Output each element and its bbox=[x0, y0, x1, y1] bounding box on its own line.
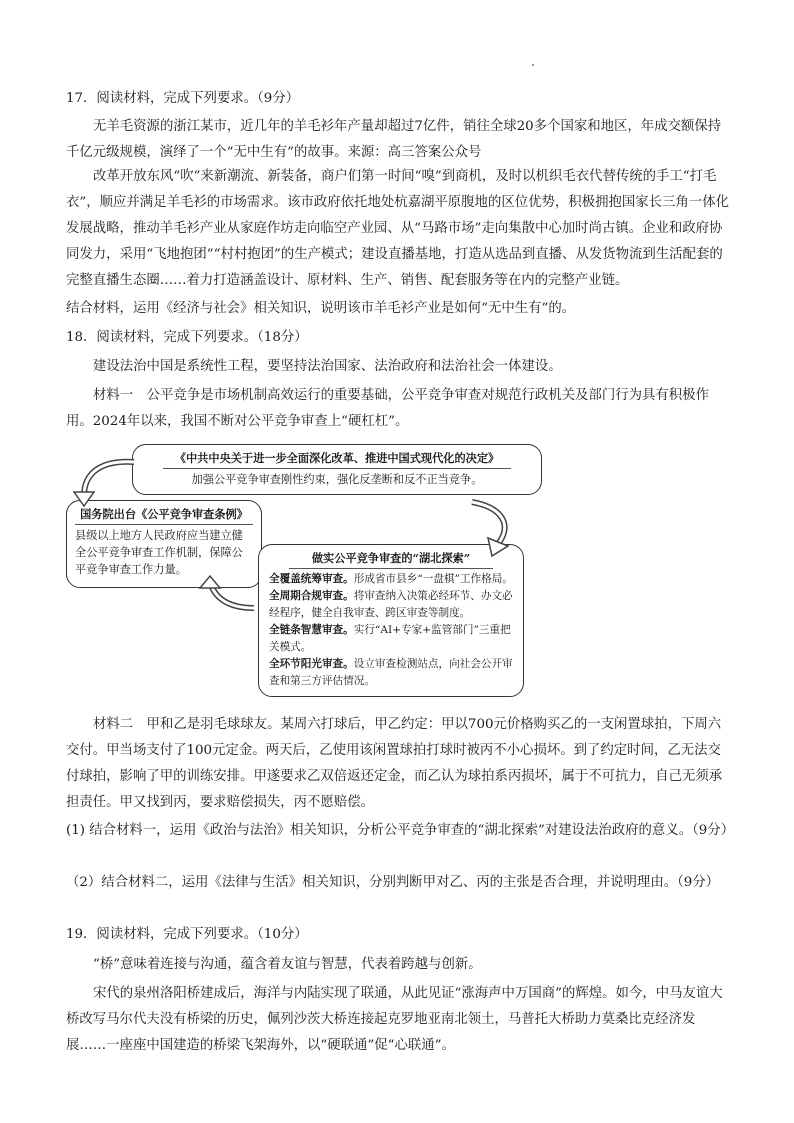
q18-material-2: 材料二 甲和乙是羽毛球球友。某周六打球后，甲乙约定：甲以700元价格购买乙的一支闲置球拍，下周六交付。甲当场支付了100元定金。两天后，乙使用该闲置球拍打球时被丙不小心损坏。到了约定时间，乙无法交付球拍，影响了甲的训练安排。甲遂要求乙双倍返还定金，而乙认为球拍系丙损坏，属于不可抗力，自己无须承担责任。甲又找到丙，要求赔偿损失，丙不愿赔偿。 bbox=[66, 717, 723, 810]
q17-paragraph-1: 无羊毛资源的浙江某市，近几年的羊毛衫年产量却超过7亿件，销往全球20多个国家和地区，年成交额保持千亿元级规模，演绎了一个“无中生有”的故事。来源：高三答案公众号 bbox=[66, 119, 722, 160]
q17-task: 结合材料，运用《经济与社会》相关知识，说明该市羊毛衫产业是如何“无中生有”的。 bbox=[66, 301, 576, 316]
scan-dot bbox=[532, 64, 534, 66]
hubei-item: 全链条智慧审查。实行“AI+专家+监管部门”三重把关模式。 bbox=[269, 624, 511, 653]
q18-subquestion-2: （2）结合材料二，运用《法律与生活》相关知识，分别判断甲对乙、丙的主张是否合理，并说明理由。（9分） bbox=[66, 875, 720, 890]
q19-heading: 19．阅读材料，完成下列要求。（10分） bbox=[66, 927, 308, 942]
regulation-box-text: 县级以上地方人民政府应当建立健全公平竞争审查工作机制，保障公平竞争审查工作力量。 bbox=[75, 529, 243, 576]
q18-subquestion-1: (1) 结合材料一，运用《政治与法治》相关知识，分析公平竞争审查的“湖北探索”对建设法治政府的意义。（9分） bbox=[66, 823, 735, 838]
hubei-item: 全环节阳光审查。设立审查检测站点，向社会公开审查和第三方评估情况。 bbox=[269, 658, 513, 687]
curved-arrow-icon bbox=[72, 452, 142, 508]
hubei-box bbox=[258, 544, 524, 697]
curved-arrow-icon bbox=[196, 574, 260, 618]
q18-material-1: 材料一 公平竞争是市场机制高效运行的重要基础，公平竞争审查对规范行政机关及部门行为具有积极作用。2024年以来，我国不断对公平竞争审查上“硬杠杠”。 bbox=[66, 388, 709, 429]
curved-arrow-icon bbox=[464, 498, 524, 560]
hubei-item: 全覆盖统筹审查。形成省市县乡“一盘棋”工作格局。 bbox=[269, 573, 513, 585]
q17-paragraph-2: 改革开放东风“吹”来新潮流、新装备，商户们第一时间“嗅”到商机，及时以机织毛衣代替传统的手工“打毛衣”，顺应并满足羊毛衫的市场需求。该市政府依托地处杭嘉湖平原腹地的区位优势，积极拥抱国家长三角一体化发展战略，推动羊毛衫产业从家庭作坊走向临空产业园、从“马路市场”走向集散中心加时尚古镇。企业和政府协同发力，采用“飞地抱团”“村村抱团”的生产模式；建设直播基地，打造从选品到直播、从发货物流到生活配套的完整直播生态圈……着力打造涵盖设计、原材料、生产、销售、配套服务等在内的完整产业链。 bbox=[66, 169, 729, 288]
q19-paragraph-1: “桥”意味着连接与沟通，蕴含着友谊与智慧，代表着跨越与创新。 bbox=[93, 957, 482, 972]
hubei-item: 全周期合规审查。将审查纳入决策必经环节、办文必经程序，健全自我审查、跨区审查等制度。 bbox=[269, 590, 513, 619]
hubei-box-title: 做实公平竞争审查的“湖北探索” bbox=[289, 550, 493, 569]
q18-intro: 建设法治中国是系统性工程，要坚持法治国家、法治政府和法治社会一体建设。 bbox=[93, 359, 562, 374]
q19-paragraph-2: 宋代的泉州洛阳桥建成后，海洋与内陆实现了联通，从此见证“涨海声中万国商”的辉煌。如今，中马友谊大桥改写马尔代夫没有桥梁的历史，佩列沙茨大桥连接起克罗地亚南北领土，马普托大桥助力莫桑比克经济发展……一座座中国建造的桥梁飞架海外，以“硬联通”促“心联通”。 bbox=[66, 986, 723, 1053]
policy-diagram bbox=[66, 432, 731, 704]
decision-box-text: 加强公平竞争审查刚性约束，强化反垄断和反不正当竞争。 bbox=[191, 473, 483, 486]
q17-heading: 17．阅读材料，完成下列要求。（9分） bbox=[66, 91, 300, 106]
q18-heading: 18．阅读材料，完成下列要求。（18分） bbox=[66, 330, 308, 345]
decision-box bbox=[132, 444, 542, 495]
regulation-box-title: 国务院出台《公平竞争审查条例》 bbox=[75, 506, 253, 525]
decision-box-title: 《中共中央关于进一步全面深化改革、推进中国式现代化的决定》 bbox=[163, 450, 511, 469]
